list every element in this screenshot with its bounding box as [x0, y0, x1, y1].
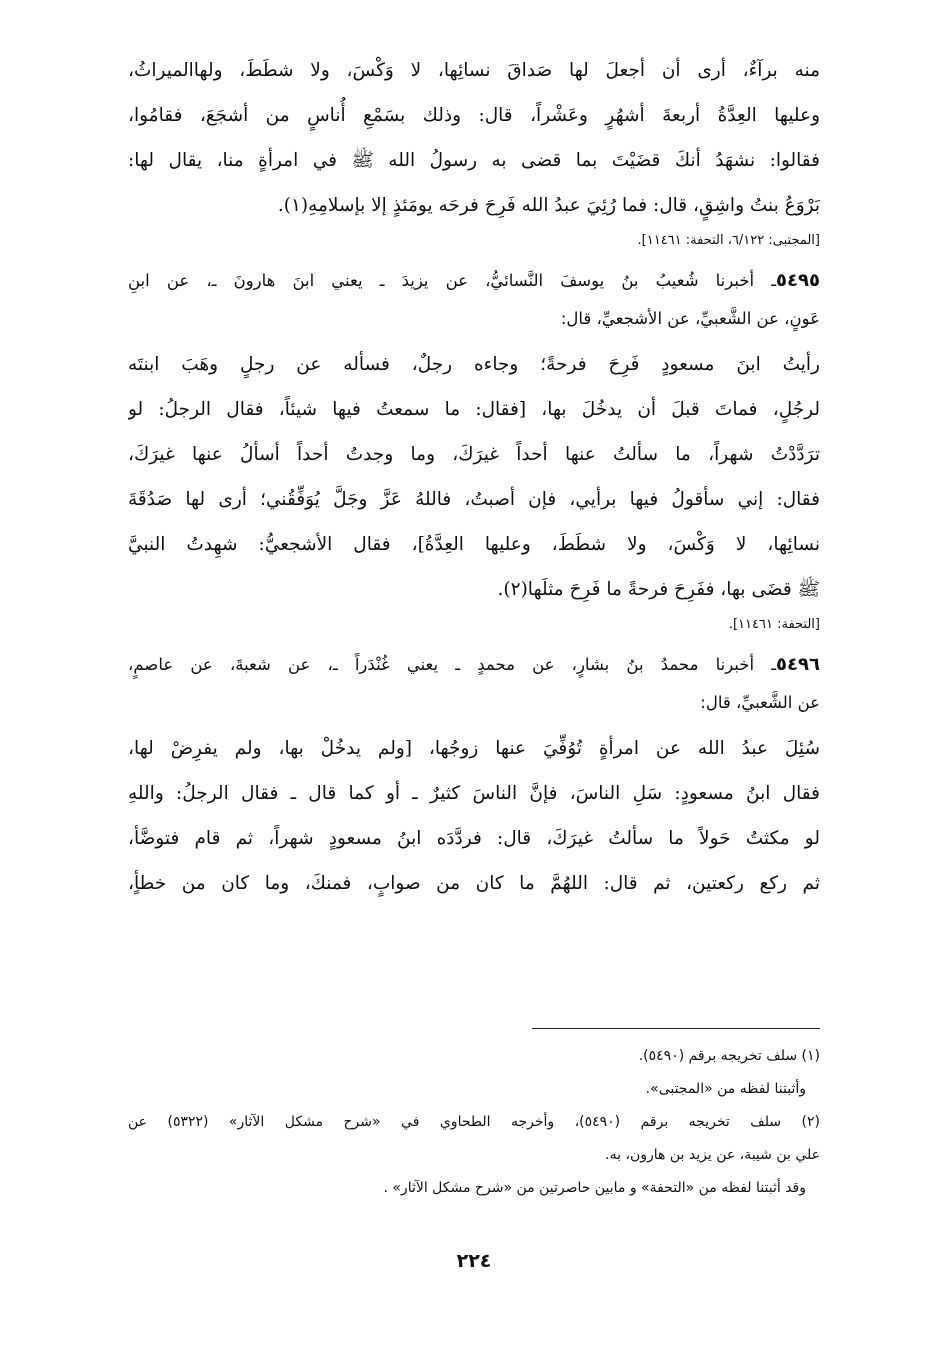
hadith-5496	[128, 646, 820, 906]
text-line: فقال ابنُ مسعودٍ: سَلِ الناسَ، فإنَّ الناسَ كثيرٌ ـ أو كما قال ـ فقال الرجلُ: واللهِ	[128, 783, 820, 804]
text-line: لرجُلٍ، فماتَ قبلَ أن يدخُلَ بها، [فقال: ما سمعتُ فيها شيئاً، فقال الرجلُ: لو	[128, 399, 820, 420]
page-body	[128, 48, 820, 906]
isnad-text: ـ أخبرنا محمدُ بنُ بشارٍ، عن محمدٍ ـ يعني غُنْدَراً ـ، عن شعبةَ، عن عاصمٍ،	[128, 655, 777, 674]
hadith-isnad	[128, 646, 820, 684]
isnad-text: عَونٍ، عن الشَّعبيِّ، عن الأشجعيِّ، قال:	[560, 309, 820, 328]
text-line: منه برآءٌ، أرى أن أجعلَ لها صَداقَ نسائِها، لا وَكْسَ، ولا شطَطَ، ولهاالميراثُ،	[128, 60, 820, 81]
text-line: فقالوا: نشهَدُ أنكَ قضَيْتَ بما قضى به رسولُ الله ﷺ في امرأةٍ منا، يقال لها:	[128, 150, 820, 171]
reference-citation: [المجتبى: ٦/١٢٢، التحفة: ١١٤٦١].	[637, 233, 820, 248]
text-line: ثم ركع ركعتين، ثم قال: اللهُمَّ ما كان من صوابٍ، فمنكَ، وما كان من خطأٍ،	[128, 873, 820, 894]
text-line: وعليها العِدَّةُ أربعةَ أشهُرٍ وعَشْراً، قال: وذلك بسَمْعِ أُناسٍ من أشجَعَ، فقامُوا،	[128, 105, 820, 126]
text-line: ﷺ قضَى بها، ففَرِحَ فرحةً ما فَرِحَ مثلَها(٢).	[497, 579, 820, 600]
footnote-2-continuation: وقد أثبتنا لفظه من «التحفة» و مابين حاصرتين من «شرح مشكل الآثار» .	[383, 1180, 806, 1196]
footnote-2: (٢) سلف تخريجه برقم (٥٤٩٠)، وأخرجه الطحاوي في «شرح مشكل الآثار» (٥٣٢٢) عن	[128, 1114, 820, 1130]
hadith-5495	[128, 262, 820, 636]
reference-citation: [التحفة: ١١٤٦١].	[728, 617, 820, 632]
footnotes	[128, 1040, 820, 1205]
text-line: بَرْوَعُ بنتُ واشِقٍ، قال: فما رُئِيَ عبدُ الله فَرِحَ فرحَه يومَئذٍ إلا بإسلامِهِ(١).	[277, 195, 820, 216]
text-line: نسائِها، لا وَكْسَ، ولا شطَطَ، وعليها العِدَّةُ]، فقال الأشجعيُّ: شهِدتُ النبيَّ	[128, 534, 820, 555]
footnote-divider	[532, 1028, 820, 1029]
text-line: ترَدَّدْتُ شهراً، ما سألتُ عنها أحداً غيرَكَ، وما وجدتُ أحداً أسألُ عنها غيرَكَ،	[128, 444, 820, 465]
isnad-text: ـ أخبرنا شُعيبُ بنُ يوسفَ النَّسائيُّ، عن يزيدَ ـ يعني ابنَ هارونَ ـ، عن ابنِ	[128, 271, 777, 290]
footnote-2-continuation: علي بن شيبة، عن يزيد بن هارون، به.	[605, 1147, 820, 1163]
isnad-text: عن الشَّعبيِّ، قال:	[700, 693, 820, 712]
page-number: ٢٢٤	[456, 1250, 492, 1272]
text-line: سُئِلَ عبدُ الله عن امرأةٍ تُوُفِّيَ عنها زوجُها، [ولم يدخُلْ بها، ولم يفرِضْ لها،	[128, 738, 820, 759]
paragraph-continuation	[128, 48, 820, 228]
hadith-isnad	[128, 262, 820, 300]
text-line: رأيتُ ابنَ مسعودٍ فَرِحَ فرحةً؛ وجاءه رجلٌ، فسأله عن رجلٍ وهَبَ ابنتَه	[128, 354, 820, 375]
footnote-1-continuation: وأثبتنا لفظه من «المجتبى».	[645, 1081, 806, 1097]
hadith-number: ٥٤٩٦	[776, 654, 820, 675]
footnote-1: (١) سلف تخريجه برقم (٥٤٩٠).	[638, 1048, 820, 1064]
text-line: فقال: إني سأقولُ فيها برأيي، فإن أصبتُ، فاللهُ عَزَّ وجَلَّ يُوَفِّقُني؛ أرى لها صَدُقَةَ	[128, 489, 820, 510]
text-line: لو مكثتُ حَولاً ما سألتُ غيرَكَ، قال: فردَّدَه ابنُ مسعودٍ شهراً، ثم قام فتوضَّأ،	[128, 828, 820, 849]
hadith-number: ٥٤٩٥	[776, 270, 820, 291]
